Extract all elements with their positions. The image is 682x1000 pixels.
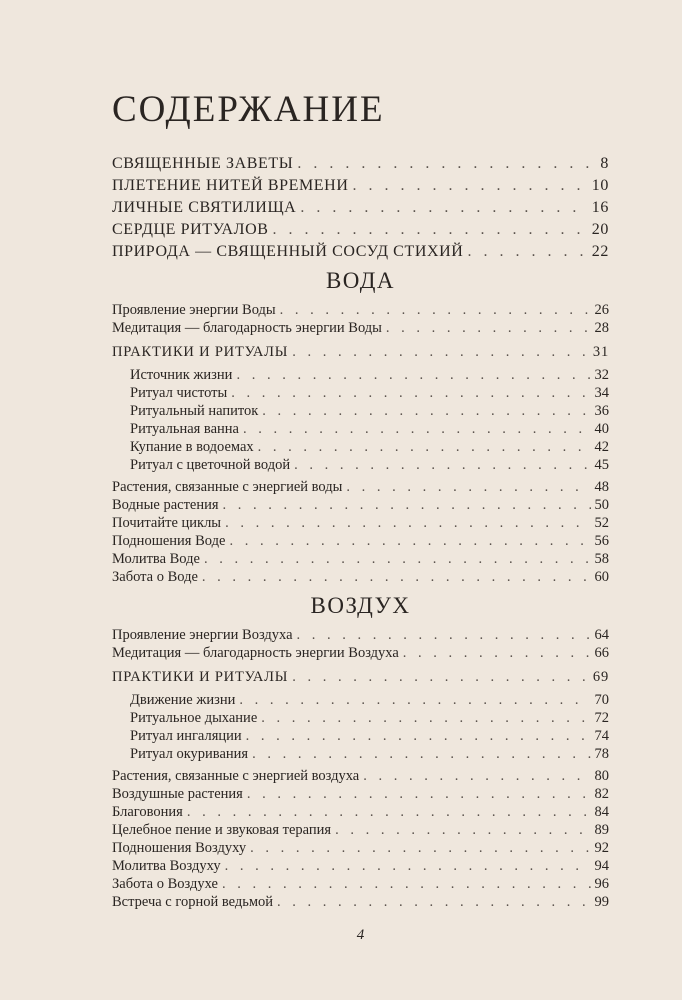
toc-entry-page: 52 <box>594 515 609 531</box>
toc-entry-label: Молитва Воде <box>112 551 200 567</box>
toc-entry-page: 56 <box>594 533 609 549</box>
dot-leader <box>294 457 590 474</box>
toc-entry[interactable] <box>112 840 609 858</box>
toc-entry-page: 34 <box>594 385 609 401</box>
toc-subentry[interactable] <box>130 692 609 710</box>
toc-entry-practices[interactable] <box>112 344 609 362</box>
dot-leader <box>236 367 590 384</box>
dot-leader <box>204 551 591 568</box>
toc-entry-label: Купание в водоемах <box>130 439 254 455</box>
toc-entry-page: 82 <box>594 786 609 802</box>
dot-leader <box>239 692 590 709</box>
toc-entry[interactable] <box>112 645 609 663</box>
toc-entry-page: 26 <box>594 302 609 318</box>
dot-leader <box>335 822 590 839</box>
toc-entry-label: Молитва Воздуху <box>112 858 221 874</box>
toc-entry-page: 89 <box>594 822 609 838</box>
toc-entry-page: 31 <box>592 344 609 360</box>
toc-entry-label: ПЛЕТЕНИЕ НИТЕЙ ВРЕМЕНИ <box>112 177 349 194</box>
toc-subentry[interactable] <box>130 746 609 764</box>
toc-entry-page: 70 <box>594 692 609 708</box>
toc-entry-page: 22 <box>591 243 609 260</box>
toc-entry-label: Медитация — благодарность энергии Воды <box>112 320 382 336</box>
dot-leader <box>363 768 590 785</box>
toc-page <box>112 0 609 1000</box>
toc-entry-page: 36 <box>594 403 609 419</box>
toc-entry-label: Целебное пение и звуковая терапия <box>112 822 332 838</box>
toc-subentry[interactable] <box>130 728 609 746</box>
toc-entry-page: 72 <box>594 710 609 726</box>
toc-entry-page: 92 <box>594 840 609 856</box>
toc-entry[interactable] <box>112 804 609 822</box>
toc-entry-page: 40 <box>594 421 609 437</box>
toc-entry-page: 66 <box>594 645 609 661</box>
toc-subentry[interactable] <box>130 457 609 475</box>
dot-leader <box>225 858 591 875</box>
toc-entry-page: 50 <box>594 497 609 513</box>
toc-entry-label: Движение жизни <box>130 692 236 708</box>
toc-entry-label: Ритуальное дыхание <box>130 710 258 726</box>
toc-entry[interactable] <box>112 243 609 261</box>
toc-entry-page: 64 <box>594 627 609 643</box>
toc-entry-page: 10 <box>591 177 609 194</box>
toc-entry[interactable] <box>112 627 609 645</box>
dot-leader <box>346 479 590 496</box>
toc-entry-page: 32 <box>594 367 609 383</box>
dot-leader <box>187 804 591 821</box>
toc-entry[interactable] <box>112 569 609 587</box>
toc-subentry[interactable] <box>130 710 609 728</box>
dot-leader <box>250 840 590 857</box>
toc-entry[interactable] <box>112 177 609 195</box>
toc-entry-label: Проявление энергии Воды <box>112 302 276 318</box>
toc-entry-page: 42 <box>594 439 609 455</box>
toc-entry-label: Встреча с горной ведьмой <box>112 894 274 910</box>
toc-subentry[interactable] <box>130 421 609 439</box>
toc-entry-label: Почитайте циклы <box>112 515 222 531</box>
dot-leader <box>386 320 591 337</box>
toc-entry[interactable] <box>112 221 609 239</box>
dot-leader <box>243 421 591 438</box>
toc-entry[interactable] <box>112 533 609 551</box>
toc-entry-label: СЕРДЦЕ РИТУАЛОВ <box>112 221 269 238</box>
toc-entry[interactable] <box>112 822 609 840</box>
toc-entry-page: 28 <box>594 320 609 336</box>
toc-entry-practices[interactable] <box>112 669 609 687</box>
toc-entry-label: Ритуал окуривания <box>130 746 249 762</box>
toc-entry-label: Подношения Воде <box>112 533 226 549</box>
toc-entry-label: Воздушные растения <box>112 786 243 802</box>
dot-leader <box>258 439 591 456</box>
toc-entry-page: 84 <box>594 804 609 820</box>
page-title: СОДЕРЖАНИЕ <box>112 89 385 130</box>
toc-entry-page: 96 <box>594 876 609 892</box>
toc-subentry[interactable] <box>130 439 609 457</box>
dot-leader <box>231 385 590 402</box>
section-heading-water: ВОДА <box>325 268 396 293</box>
toc-entry-label: Ритуальный напиток <box>130 403 259 419</box>
page-number: 4 <box>356 927 365 943</box>
dot-leader <box>222 876 591 893</box>
dot-leader <box>280 302 591 319</box>
toc-entry[interactable] <box>112 320 609 338</box>
dot-leader <box>225 515 590 532</box>
toc-entry-label: СВЯЩЕННЫЕ ЗАВЕТЫ <box>112 155 294 172</box>
toc-entry-page: 74 <box>594 728 609 744</box>
dot-leader <box>262 403 590 420</box>
toc-entry-label: Водные растения <box>112 497 219 513</box>
dot-leader <box>223 497 591 514</box>
toc-entry[interactable] <box>112 515 609 533</box>
dot-leader <box>297 627 591 644</box>
dot-leader <box>247 786 591 803</box>
toc-entry-label: Благовония <box>112 804 183 820</box>
toc-entry[interactable] <box>112 199 609 217</box>
dot-leader <box>261 710 590 727</box>
toc-entry-page: 60 <box>594 569 609 585</box>
toc-entry[interactable] <box>112 302 609 320</box>
toc-entry-label: ПРАКТИКИ И РИТУАЛЫ <box>112 669 289 685</box>
toc-entry-label: Проявление энергии Воздуха <box>112 627 293 643</box>
toc-entry-label: Медитация — благодарность энергии Воздуха <box>112 645 399 661</box>
toc-entry-label: ЛИЧНЫЕ СВЯТИЛИЩА <box>112 199 297 216</box>
toc-entry-label: Забота о Воде <box>112 569 198 585</box>
toc-entry-label: Ритуал чистоты <box>130 385 228 401</box>
toc-entry-label: Ритуальная ванна <box>130 421 239 437</box>
toc-entry[interactable] <box>112 858 609 876</box>
dot-leader <box>300 199 587 217</box>
dot-leader <box>292 344 589 361</box>
toc-entry-label: Подношения Воздуху <box>112 840 247 856</box>
dot-leader <box>297 155 591 173</box>
toc-entry[interactable] <box>112 786 609 804</box>
toc-entry-label: ПРАКТИКИ И РИТУАЛЫ <box>112 344 289 360</box>
toc-entry-page: 80 <box>594 768 609 784</box>
toc-entry-page: 48 <box>594 479 609 495</box>
toc-subentry[interactable] <box>130 385 609 403</box>
dot-leader <box>467 243 587 261</box>
dot-leader <box>202 569 591 586</box>
toc-entry-label: Растения, связанные с энергией воды <box>112 479 343 495</box>
toc-entry[interactable] <box>112 894 609 912</box>
section-heading-air: ВОЗДУХ <box>310 593 411 618</box>
toc-entry[interactable] <box>112 155 609 173</box>
toc-entry[interactable] <box>112 768 609 786</box>
toc-entry-label: Ритуал с цветочной водой <box>130 457 291 473</box>
dot-leader <box>352 177 587 195</box>
dot-leader <box>252 746 590 763</box>
dot-leader <box>246 728 591 745</box>
toc-entry[interactable] <box>112 551 609 569</box>
toc-entry-page: 69 <box>592 669 609 685</box>
toc-entry-page: 58 <box>594 551 609 567</box>
toc-entry-page: 20 <box>591 221 609 238</box>
toc-entry-page: 45 <box>594 457 609 473</box>
toc-entry-page: 78 <box>594 746 609 762</box>
toc-entry-label: Забота о Воздухе <box>112 876 218 892</box>
toc-subentry[interactable] <box>130 403 609 421</box>
toc-entry-label: Растения, связанные с энергией воздуха <box>112 768 360 784</box>
toc-entry-page: 99 <box>594 894 609 910</box>
toc-subentry[interactable] <box>130 367 609 385</box>
toc-entry-label: Ритуал ингаляции <box>130 728 242 744</box>
toc-entry-label: ПРИРОДА — СВЯЩЕННЫЙ СОСУД СТИХИЙ <box>112 243 464 260</box>
toc-entry-page: 8 <box>600 155 609 172</box>
toc-entry[interactable] <box>112 497 609 515</box>
toc-entry[interactable] <box>112 479 609 497</box>
dot-leader <box>273 221 588 239</box>
toc-entry-label: Источник жизни <box>130 367 233 383</box>
dot-leader <box>229 533 590 550</box>
toc-entry[interactable] <box>112 876 609 894</box>
dot-leader <box>292 669 589 686</box>
dot-leader <box>403 645 591 662</box>
dot-leader <box>277 894 590 911</box>
toc-entry-page: 94 <box>594 858 609 874</box>
toc-entry-page: 16 <box>591 199 609 216</box>
